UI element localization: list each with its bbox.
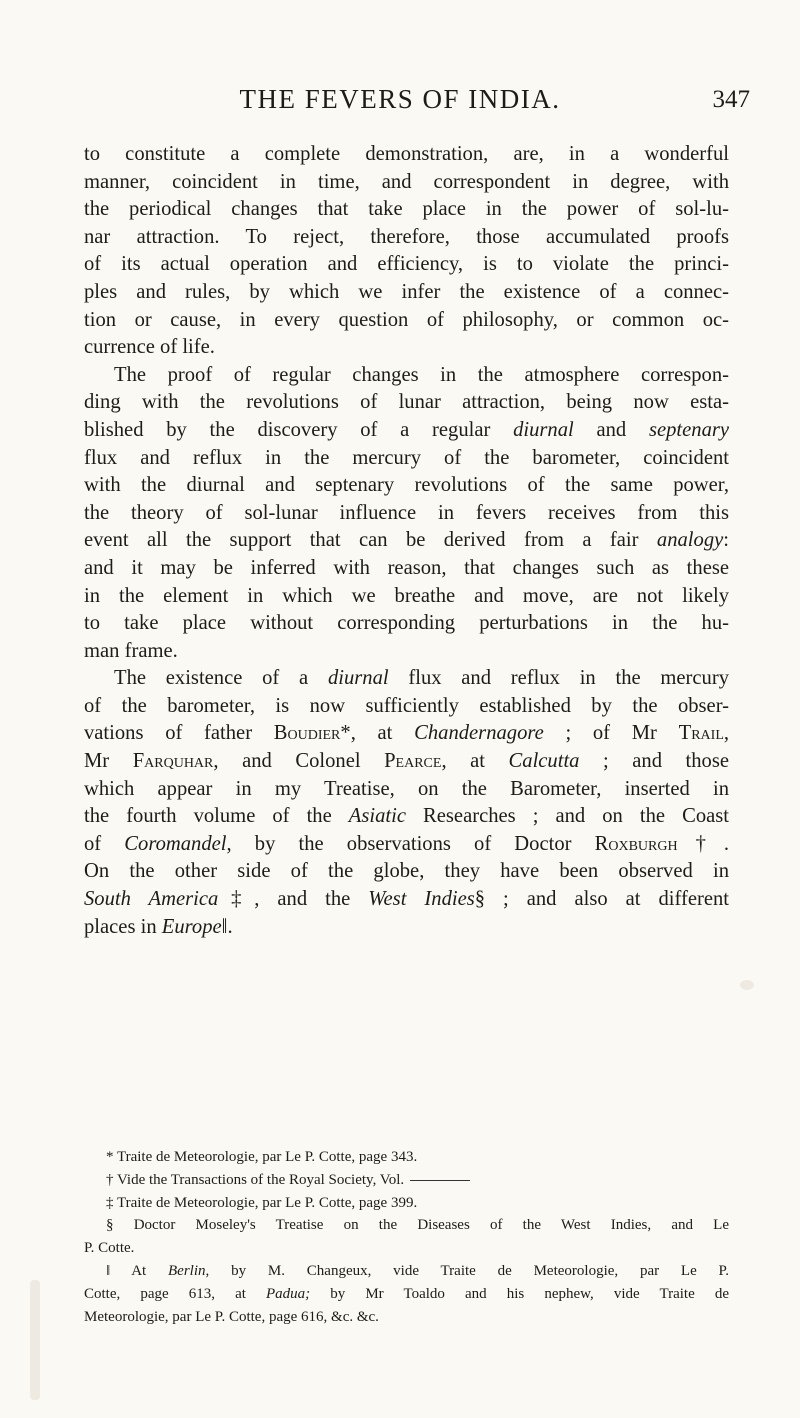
- text-line: manner, coincident in time, and correspondent in degree, with: [84, 170, 729, 193]
- text-line: and it may be inferred with reason, that changes such as these: [84, 556, 729, 579]
- paragraph-2: [84, 362, 729, 666]
- footnotes: [84, 1146, 729, 1328]
- text-line: the periodical changes that take place in the power of sol-lu-: [84, 198, 729, 221]
- footnote-4-cont: P. Cotte.: [84, 1240, 135, 1257]
- text-line: The proof of regular changes in the atmosphere correspon-: [114, 363, 729, 386]
- text-line: ding with the revolutions of lunar attraction, being now esta-: [84, 391, 729, 414]
- text-line: ples and rules, by which we infer the existence of a connec-: [84, 280, 729, 303]
- footnote-3: ‡ Traite de Meteorologie, par Le P. Cotte, page 399.: [106, 1194, 418, 1211]
- text-line: which appear in my Treatise, on the Barometer, inserted in: [84, 777, 729, 800]
- text-line: places in Europe‖.: [84, 915, 233, 938]
- paragraph-1: [84, 141, 729, 362]
- text-line: of its actual operation and efficiency, is to violate the princi-: [84, 253, 729, 276]
- footnote-2: † Vide the Transactions of the Royal Society, Vol.: [84, 1169, 729, 1192]
- text-line: the fourth volume of the Asiatic Researches ; and on the Coast: [84, 805, 729, 828]
- text-line: flux and reflux in the mercury of the barometer, coincident: [84, 446, 729, 469]
- footnote-5: ‖ At Berlin, by M. Changeux, vide Traite de Meteorologie, par Le P.: [106, 1262, 729, 1279]
- body-text: [84, 141, 729, 941]
- text-line: to take place without corresponding perturbations in the hu-: [84, 612, 729, 635]
- text-line: of Coromandel, by the observations of Doctor Roxburgh†.: [84, 832, 729, 855]
- footnote-5-cont: Cotte, page 613, at Padua; by Mr Toaldo and his nephew, vide Traite de: [84, 1285, 729, 1302]
- text-line: in the element in which we breathe and move, are not likely: [84, 584, 729, 607]
- text-line: tion or cause, in every question of philosophy, or common oc-: [84, 308, 729, 331]
- text-line: man frame.: [84, 639, 178, 662]
- blank-rule: [410, 1180, 470, 1181]
- text-line: On the other side of the globe, they have been observed in: [84, 860, 729, 883]
- text-line: nar attraction. To reject, therefore, those accumulated proofs: [84, 225, 729, 248]
- running-title: THE FEVERS OF INDIA.: [239, 84, 561, 114]
- footnote-1: * Traite de Meteorologie, par Le P. Cotte, page 343.: [106, 1149, 418, 1165]
- paper-stain: [30, 1280, 40, 1400]
- text-line: The existence of a diurnal flux and reflux in the mercury: [114, 667, 729, 690]
- text-line: the theory of sol-lunar influence in fevers receives from this: [84, 501, 729, 524]
- text-line: Mr Farquhar, and Colonel Pearce, at Calcutta ; and those: [84, 750, 729, 773]
- text-line: blished by the discovery of a regular diurnal and septenary: [84, 418, 730, 441]
- paper-stain: [740, 980, 754, 990]
- text-line: event all the support that can be derived from a fair analogy:: [84, 529, 729, 552]
- text-line: currence of life.: [84, 336, 215, 359]
- text-line: vations of father Boudier*, at Chandernagore ; of Mr Trail,: [84, 722, 730, 745]
- running-head: [0, 84, 800, 120]
- footnote-5-cont: Meteorologie, par Le P. Cotte, page 616, &c. &c.: [84, 1308, 379, 1325]
- page-number: 347: [712, 86, 750, 113]
- text-line: South America‡, and the West Indies§ ; and also at different: [84, 888, 729, 911]
- text-line: to constitute a complete demonstration, are, in a wonderful: [84, 143, 729, 165]
- text-line: of the barometer, is now sufficiently established by the obser-: [84, 694, 729, 717]
- paragraph-3: [84, 665, 729, 941]
- footnote-4: § Doctor Moseley's Treatise on the Diseases of the West Indies, and Le: [106, 1217, 729, 1234]
- text-line: with the diurnal and septenary revolutions of the same power,: [84, 474, 729, 497]
